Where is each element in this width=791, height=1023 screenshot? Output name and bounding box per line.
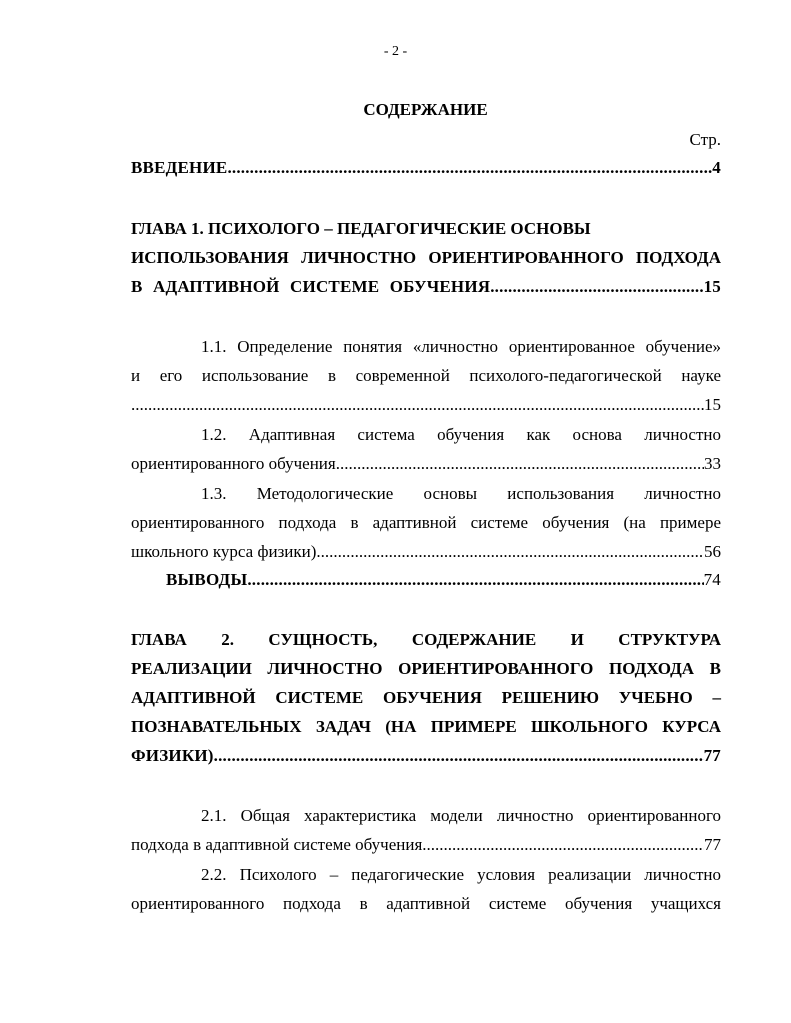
toc-entry-page: 15: [704, 395, 721, 414]
toc-entry-1-2: [131, 454, 721, 474]
leader-dots: [247, 570, 703, 590]
page-title: СОДЕРЖАНИЕ: [363, 100, 488, 119]
toc-entry-1-3: [131, 542, 721, 562]
section-2-2-line1: 2.2. Психолого – педагогические условия реализации личностно: [201, 865, 721, 884]
toc-entry-label: ВЫВОДЫ: [166, 570, 248, 589]
section-1-3-line3: школьного курса физики): [131, 542, 317, 561]
section-1-1-line2: и его использование в современной психолого-педагогической науке: [131, 366, 721, 385]
toc-entry-1-1: [131, 395, 721, 415]
section-1-1-line1: 1.1. Определение понятия «личностно ориентированное обучение»: [201, 337, 721, 356]
leader-dots: [336, 454, 704, 474]
section-1-2-line1: 1.2. Адаптивная система обучения как основа личностно: [201, 425, 721, 444]
section-2-1-line2: подхода в адаптивной системе обучения: [131, 835, 423, 854]
chapter2-line5: ФИЗИКИ): [131, 746, 214, 765]
toc-entry-chapter1: [131, 277, 721, 297]
chapter1-line1: ГЛАВА 1. ПСИХОЛОГО – ПЕДАГОГИЧЕСКИЕ ОСНОВЫ: [131, 219, 591, 238]
chapter1-line3: В АДАПТИВНОЙ СИСТЕМЕ ОБУЧЕНИЯ: [131, 277, 491, 296]
section-2-2-line2: ориентированного подхода в адаптивной системе обучения учащихся: [131, 894, 721, 913]
toc-entry-page: 33: [704, 454, 721, 473]
chapter2-line2: РЕАЛИЗАЦИИ ЛИЧНОСТНО ОРИЕНТИРОВАННОГО ПОДХОДА В: [131, 659, 721, 678]
toc-entry-label: ВВЕДЕНИЕ: [131, 158, 228, 177]
page-column-label: Стр.: [689, 130, 721, 149]
toc-entry-chapter2: [131, 746, 721, 766]
section-2-1-line1: 2.1. Общая характеристика модели личностно ориентированного: [201, 806, 721, 825]
leader-dots: [422, 835, 704, 855]
toc-entry-2-1: [131, 835, 721, 855]
toc-entry-page: 56: [704, 542, 721, 561]
toc-entry-page: 77: [703, 746, 721, 765]
toc-entry-page: 77: [704, 835, 721, 854]
section-1-3-line2: ориентированного подхода в адаптивной системе обучения (на примере: [131, 513, 721, 532]
toc-entry-intro: [131, 158, 721, 178]
chapter2-line3: АДАПТИВНОЙ СИСТЕМЕ ОБУЧЕНИЯ РЕШЕНИЮ УЧЕБНО –: [131, 688, 721, 707]
toc-entry-page: 15: [703, 277, 721, 296]
section-1-3-line1: 1.3. Методологические основы использования личностно: [201, 484, 721, 503]
leader-dots: [490, 277, 703, 297]
toc-entry-page: 74: [703, 570, 721, 589]
leader-dots: [316, 542, 704, 562]
toc-entry-page: 4: [712, 158, 721, 177]
chapter1-line2: ИСПОЛЬЗОВАНИЯ ЛИЧНОСТНО ОРИЕНТИРОВАННОГО ПОДХОДА: [131, 248, 721, 267]
leader-dots: [131, 395, 704, 415]
page-number: - 2 -: [383, 44, 408, 59]
section-1-2-line2: ориентированного обучения: [131, 454, 336, 473]
leader-dots: [227, 158, 712, 178]
chapter2-line1: ГЛАВА 2. СУЩНОСТЬ, СОДЕРЖАНИЕ И СТРУКТУРА: [131, 630, 721, 649]
leader-dots: [214, 746, 704, 766]
chapter2-line4: ПОЗНАВАТЕЛЬНЫХ ЗАДАЧ (НА ПРИМЕРЕ ШКОЛЬНОГО КУРСА: [131, 717, 721, 736]
toc-entry-conclusions: [166, 570, 721, 590]
